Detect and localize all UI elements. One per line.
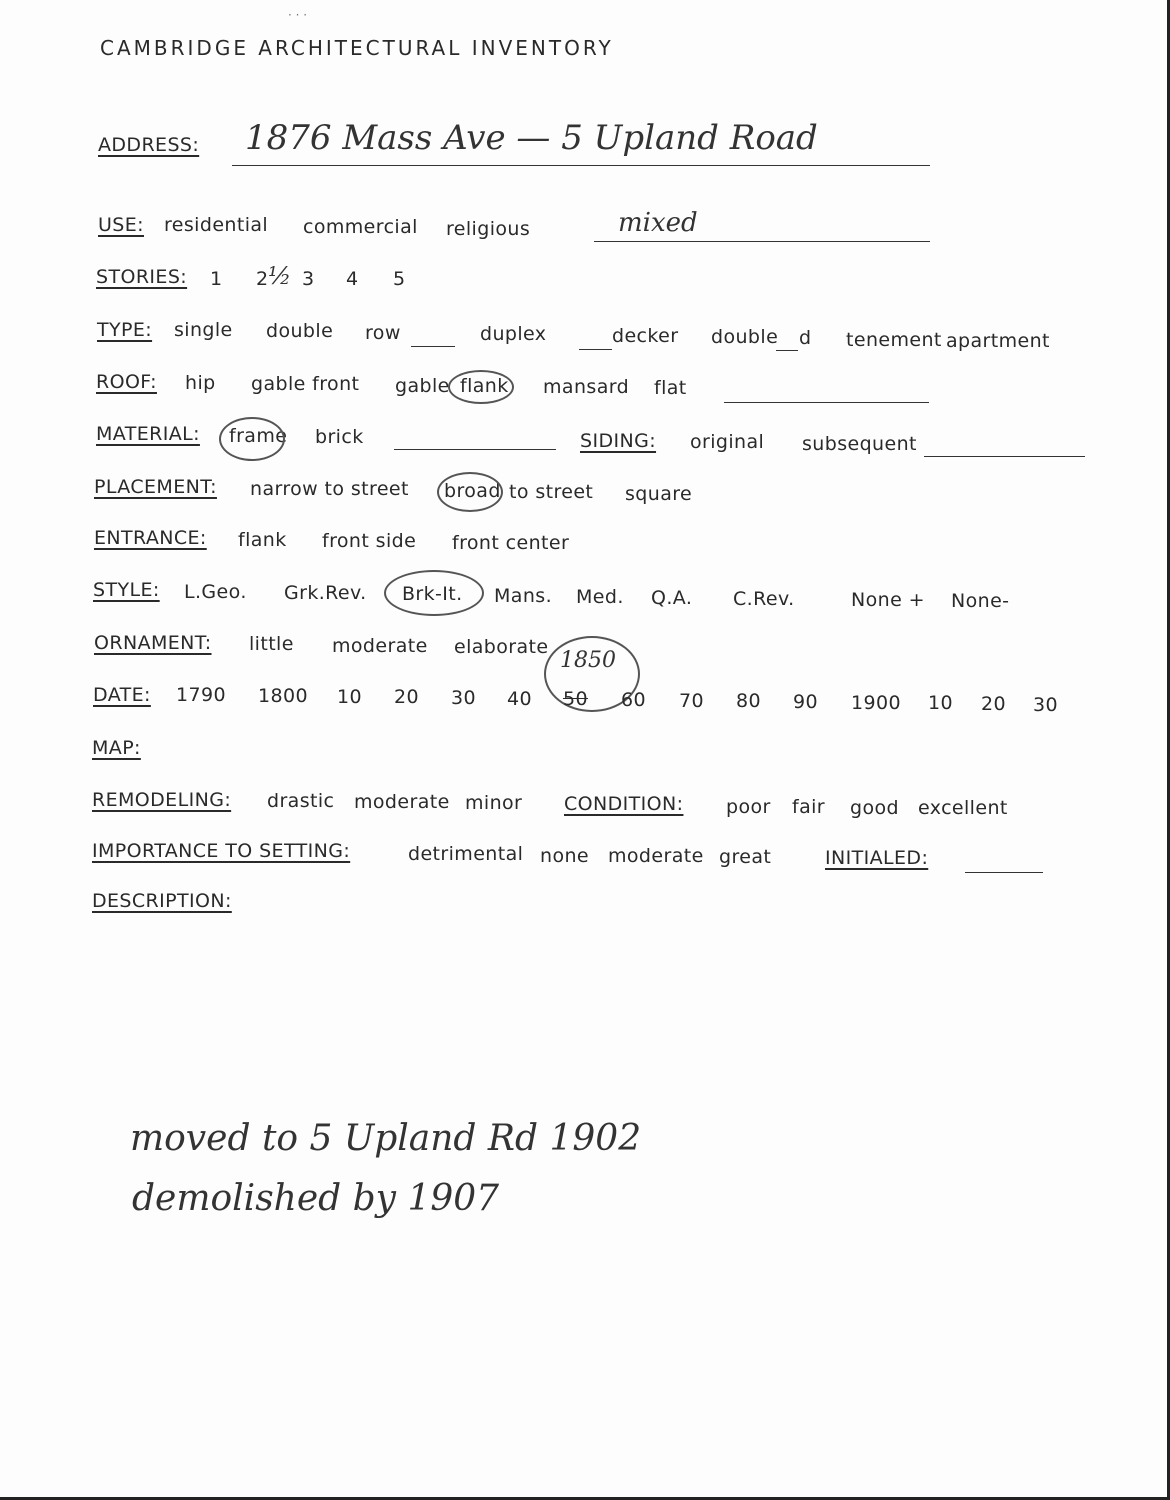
date-handwritten: 1850	[560, 648, 616, 673]
type-option-apartment: apartment	[946, 330, 1050, 352]
initialed-blank	[965, 872, 1043, 873]
siding-option-original: original	[690, 431, 765, 453]
material-frame-circle	[219, 417, 288, 461]
date-option-10: 10	[337, 686, 362, 708]
roof-blank	[724, 402, 929, 403]
stories-option-3: 3	[302, 268, 315, 290]
style-option-med: Med.	[576, 586, 624, 608]
remodeling-option-minor: minor	[465, 792, 523, 814]
importance-label: IMPORTANCE TO SETTING:	[92, 840, 351, 862]
form-title: CAMBRIDGE ARCHITECTURAL INVENTORY	[100, 36, 614, 60]
entrance-option-front-center: front center	[452, 532, 570, 554]
type-decker-blank	[579, 349, 612, 350]
style-option-crev: C.Rev.	[733, 588, 795, 610]
type-option-row: row	[365, 322, 401, 344]
importance-option-great: great	[719, 846, 772, 868]
placement-option-narrow: narrow to street	[250, 478, 409, 500]
siding-label: SIDING:	[580, 430, 657, 452]
date-option-70: 70	[679, 690, 704, 712]
style-option-qa: Q.A.	[651, 587, 693, 609]
date-option-1800: 1800	[258, 685, 308, 707]
entrance-label: ENTRANCE:	[94, 527, 207, 549]
style-brkit-circle	[384, 570, 484, 616]
date-option-50: 50	[563, 688, 588, 710]
date-option-1900: 1900	[851, 692, 901, 714]
style-option-brkit: Brk-It.	[402, 583, 463, 605]
note-moved: moved to 5 Upland Rd 1902	[130, 1118, 642, 1159]
roof-label: ROOF:	[96, 371, 157, 393]
date-option-30: 30	[451, 687, 476, 709]
use-handwritten: mixed	[618, 208, 698, 238]
roof-option-gable: gable	[395, 375, 450, 397]
use-label: USE:	[98, 214, 144, 236]
style-option-none-plus: None +	[851, 589, 925, 611]
type-option-d: d	[799, 327, 812, 349]
ornament-label: ORNAMENT:	[94, 632, 212, 654]
importance-option-none: none	[540, 845, 589, 867]
siding-blank	[924, 456, 1085, 457]
placement-label: PLACEMENT:	[94, 476, 217, 498]
date-option-80: 80	[736, 690, 761, 712]
roof-option-hip: hip	[185, 372, 216, 394]
initialed-label: INITIALED:	[825, 847, 929, 869]
note-demolished: demolished by 1907	[132, 1178, 500, 1219]
material-option-frame: frame	[229, 425, 288, 447]
placement-option-square: square	[625, 483, 693, 505]
roof-option-flank: flank	[460, 375, 509, 397]
style-label: STYLE:	[93, 579, 160, 601]
use-line	[594, 241, 930, 242]
material-blank	[394, 449, 556, 450]
remodeling-option-moderate: moderate	[354, 791, 450, 813]
type-double-d-blank	[776, 350, 798, 351]
paper-speck: · · ·	[288, 8, 308, 22]
date-option-1930: 30	[1033, 694, 1058, 716]
importance-option-moderate: moderate	[608, 845, 704, 867]
ornament-option-little: little	[249, 633, 294, 655]
type-row-blank	[411, 346, 455, 347]
date-option-1920: 20	[981, 693, 1006, 715]
type-option-double: double	[266, 320, 334, 342]
stories-option-2: 2	[256, 268, 269, 290]
entrance-option-flank: flank	[238, 529, 287, 551]
address-line	[232, 165, 930, 166]
ornament-option-moderate: moderate	[332, 635, 428, 657]
material-option-brick: brick	[315, 426, 364, 448]
roof-option-gable-front: gable front	[251, 373, 360, 395]
stories-option-5: 5	[393, 268, 406, 290]
style-option-none-minus: None-	[951, 590, 1010, 612]
date-option-60: 60	[621, 689, 646, 711]
address-label: ADDRESS:	[98, 134, 200, 156]
style-option-mans: Mans.	[494, 585, 553, 607]
type-option-decker: decker	[612, 325, 679, 347]
condition-option-poor: poor	[726, 796, 771, 818]
importance-option-detrimental: detrimental	[408, 843, 524, 865]
remodeling-option-drastic: drastic	[267, 790, 335, 812]
date-option-90: 90	[793, 691, 818, 713]
roof-option-flat: flat	[654, 377, 687, 399]
stories-label: STORIES:	[96, 266, 188, 288]
style-option-grkrev: Grk.Rev.	[284, 582, 367, 604]
stories-option-4: 4	[346, 268, 359, 290]
description-label: DESCRIPTION:	[92, 890, 232, 912]
use-option-religious: religious	[446, 218, 531, 240]
type-option-tenement: tenement	[846, 329, 942, 351]
date-option-1790: 1790	[176, 684, 226, 706]
ornament-option-elaborate: elaborate	[454, 636, 549, 658]
date-option-1910: 10	[928, 692, 953, 714]
stories-option-1: 1	[210, 268, 223, 290]
address-handwritten: 1876 Mass Ave — 5 Upland Road	[245, 118, 818, 158]
date-option-20: 20	[394, 686, 419, 708]
use-option-commercial: commercial	[303, 216, 418, 238]
date-label: DATE:	[93, 684, 151, 706]
condition-option-excellent: excellent	[918, 797, 1008, 819]
stories-half-mark: ½	[268, 262, 292, 290]
type-option-double-d: double	[711, 326, 779, 348]
style-option-lgeo: L.Geo.	[184, 581, 247, 603]
placement-option-broad: broad	[444, 480, 501, 502]
condition-label: CONDITION:	[564, 793, 684, 815]
roof-option-mansard: mansard	[543, 376, 630, 398]
material-label: MATERIAL:	[96, 423, 200, 445]
type-option-duplex: duplex	[480, 323, 547, 345]
condition-option-good: good	[850, 797, 899, 819]
type-label: TYPE:	[97, 319, 153, 341]
condition-option-fair: fair	[792, 796, 826, 818]
placement-broad-circle	[437, 472, 503, 512]
roof-flank-circle	[448, 370, 514, 404]
type-option-single: single	[174, 319, 233, 341]
use-option-residential: residential	[164, 214, 269, 236]
placement-option-to-street: to street	[509, 481, 594, 503]
remodeling-label: REMODELING:	[92, 789, 232, 811]
date-option-40: 40	[507, 688, 532, 710]
siding-option-subsequent: subsequent	[802, 433, 917, 455]
entrance-option-front-side: front side	[322, 530, 417, 552]
map-label: MAP:	[92, 737, 141, 759]
